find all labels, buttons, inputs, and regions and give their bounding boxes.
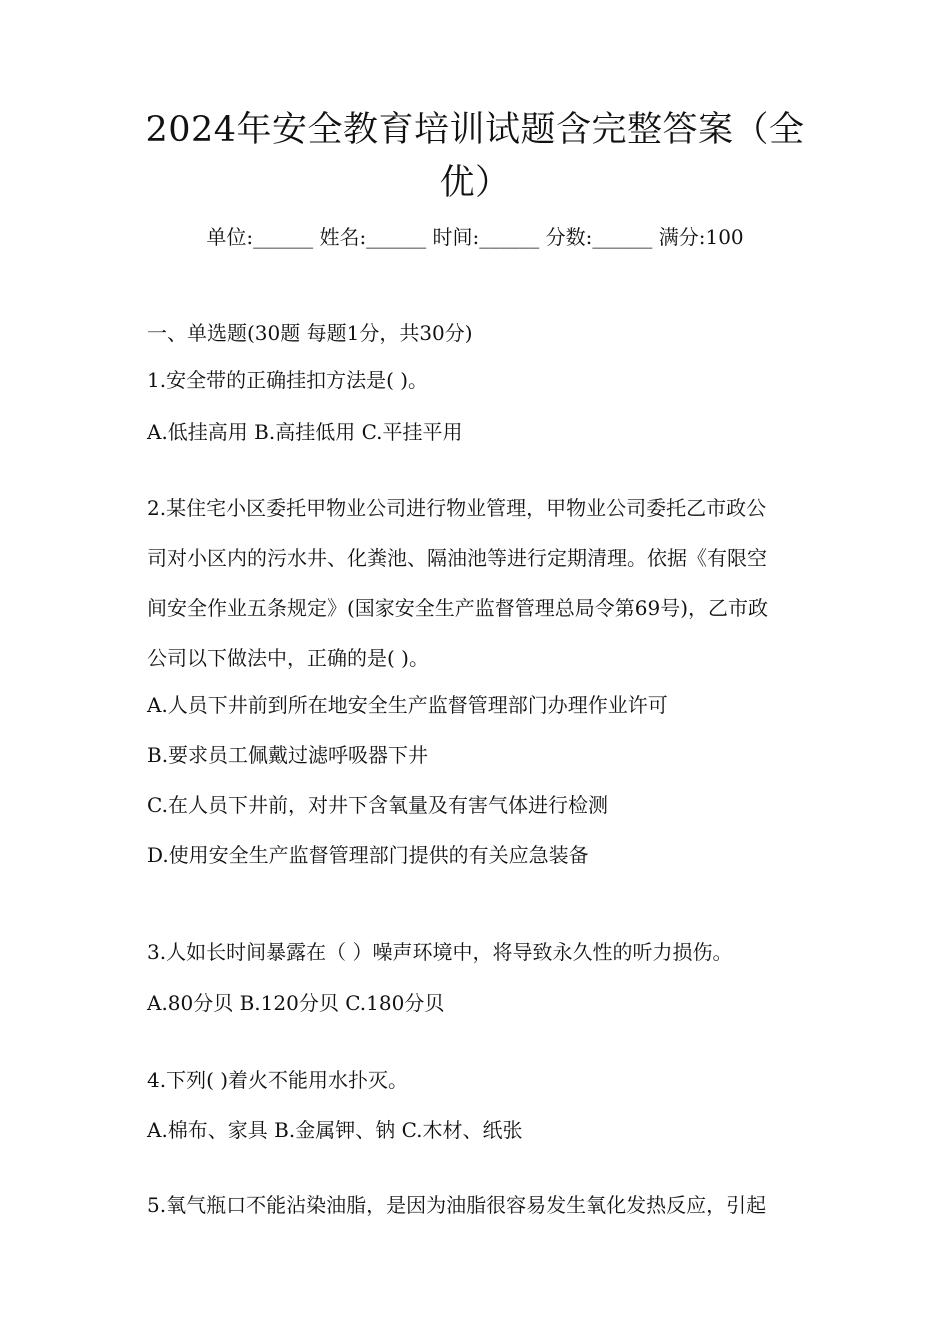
question-2-option-c: C.在人员下井前，对井下含氧量及有害气体进行检测 <box>147 793 608 817</box>
question-3-options: A.80分贝 B.120分贝 C.180分贝 <box>147 991 445 1015</box>
question-2-stem-line-4: 公司以下做法中，正确的是( )。 <box>147 646 429 670</box>
question-2-stem <box>147 483 812 683</box>
question-1-stem: 1.安全带的正确挂扣方法是( )。 <box>147 368 429 392</box>
question-4-options: A.棉布、家具 B.金属钾、钠 C.木材、纸张 <box>147 1118 523 1142</box>
title-line-2: 优） <box>439 163 511 203</box>
question-4-stem: 4.下列( )着火不能用水扑灭。 <box>147 1068 409 1092</box>
question-2-option-b: B.要求员工佩戴过滤呼吸器下井 <box>147 743 429 767</box>
question-2-stem-line-1: 2.某住宅小区委托甲物业公司进行物业管理，甲物业公司委托乙市政公 <box>147 496 767 520</box>
exam-info-line: 单位:______ 姓名:______ 时间:______ 分数:______ 满分:100 <box>206 225 744 249</box>
question-1-options: A.低挂高用 B.高挂低用 C.平挂平用 <box>147 420 463 444</box>
question-2-option-a: A.人员下井前到所在地安全生产监督管理部门办理作业许可 <box>147 693 668 717</box>
question-3-stem: 3.人如长时间暴露在（ ）噪声环境中，将导致永久性的听力损伤。 <box>147 940 733 964</box>
title-line-1: 2024年安全教育培训试题含完整答案（全 <box>145 110 805 150</box>
question-2-stem-line-2: 司对小区内的污水井、化粪池、隔油池等进行定期清理。依据《有限空 <box>147 546 767 570</box>
section-heading: 一、单选题(30题 每题1分，共30分) <box>147 321 473 345</box>
question-2-option-d: D.使用安全生产监督管理部门提供的有关应急装备 <box>147 843 589 867</box>
question-5-stem: 5.氧气瓶口不能沾染油脂，是因为油脂很容易发生氧化发热反应，引起 <box>147 1193 767 1217</box>
document-title <box>120 104 830 210</box>
question-2-stem-line-3: 间安全作业五条规定》(国家安全生产监督管理总局令第69号)，乙市政 <box>147 596 769 620</box>
